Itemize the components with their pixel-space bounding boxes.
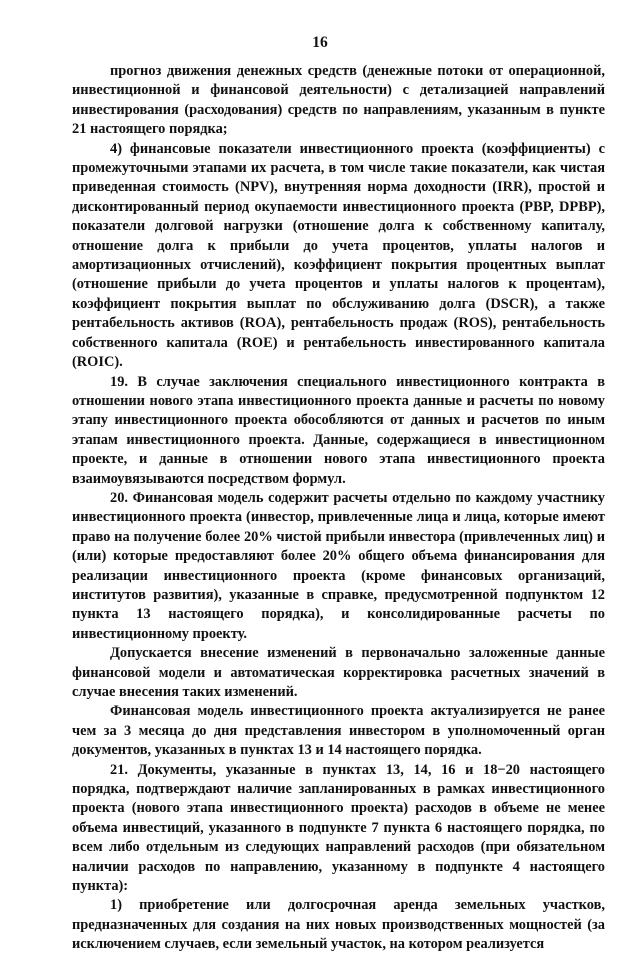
paragraph-model-update: Финансовая модель инвестиционного проекта актуализируется не ранее чем за 3 месяца до дня представления инвестором в уполномоченный орган документов, указанных в пунктах 13 и 14 настоящего порядка. — [72, 703, 605, 759]
paragraph-land-acquisition: 1) приобретение или долгосрочная аренда земельных участков, предназначенных для создания на них новых производственных мощностей (за исключением случаев, если земельный участок, на котором реализуется — [72, 897, 605, 953]
paragraph-clause-20: 20. Финансовая модель содержит расчеты отдельно по каждому участнику инвестиционного проекта (инвестор, привлеченные лица и лица, которые имеют право на получение более 20% чистой прибыли инвестора (привлеченных лиц) и (или) которые предоставляют более 20% общего объема финансирования для реализации инвестиционного проекта (кроме финансовых организаций, институтов развития), указанные в справке, предусмотренной подпунктом 12 пункта 13 настоящего порядка), и консолидированные расчеты по инвестиционному проекту. — [72, 489, 605, 642]
paragraph-model-changes: Допускается внесение изменений в первоначально заложенные данные финансовой модели и автоматическая корректировка расчетных значений в случае внесения таких изменений. — [72, 645, 605, 700]
paragraph-clause-21: 21. Документы, указанные в пунктах 13, 14, 16 и 18−20 настоящего порядка, подтверждают наличие запланированных в рамках инвестиционного проекта (нового этапа инвестиционного проекта) расходов в объеме не менее объема инвестиций, указанного в подпункте 7 пункта 6 настоящего порядка, по всем либо отдельным из следующих направлений расходов (при обязательном наличии расходов по направлению, указанному в подпункте 4 настоящего пункта): — [72, 761, 605, 895]
paragraph-financial-indicators: 4) финансовые показатели инвестиционного проекта (коэффициенты) с промежуточными этапами их расчета, в том числе такие показатели, как чистая приведенная стоимость (NPV), внутренняя норма доходности (IRR), простой и дисконтированный период окупаемости инвестиционного проекта (PBP, DPBP), показатели долговой нагрузки (отношение долга к собственному капиталу, отношение долга к прибыли до учета процентов, уплаты налогов и амортизационных отчислений), коэффициент покрытия процентных выплат (отношение прибыли до учета процентов и уплаты налогов к процентам), коэффициент покрытия выплат по обслуживанию долга (DSCR), а также рентабельность активов (ROA), рентабельность продаж (ROS), рентабельность собственного капитала (ROE) и рентабельность инвестированного капитала (ROIC). — [72, 140, 605, 371]
paragraph-clause-19: 19. В случае заключения специального инвестиционного контракта в отношении нового этапа инвестиционного проекта данные и расчеты по новому этапу инвестиционного проекта обособляются от данных и расчетов по иным этапам инвестиционного проекта. Данные, содержащиеся в инвестиционном проекте, и данные в отношении нового этапа инвестиционного проекта взаимоувязываются посредством формул. — [72, 373, 605, 487]
document-body — [72, 62, 605, 955]
paragraph-cash-flow-forecast: прогноз движения денежных средств (денежные потоки от операционной, инвестиционной и финансовой деятельности) с детализацией направлений инвестирования (расходования) средств по направлениям, указанным в пункте 21 настоящего порядка; — [72, 63, 605, 138]
page-number: 16 — [312, 34, 328, 51]
